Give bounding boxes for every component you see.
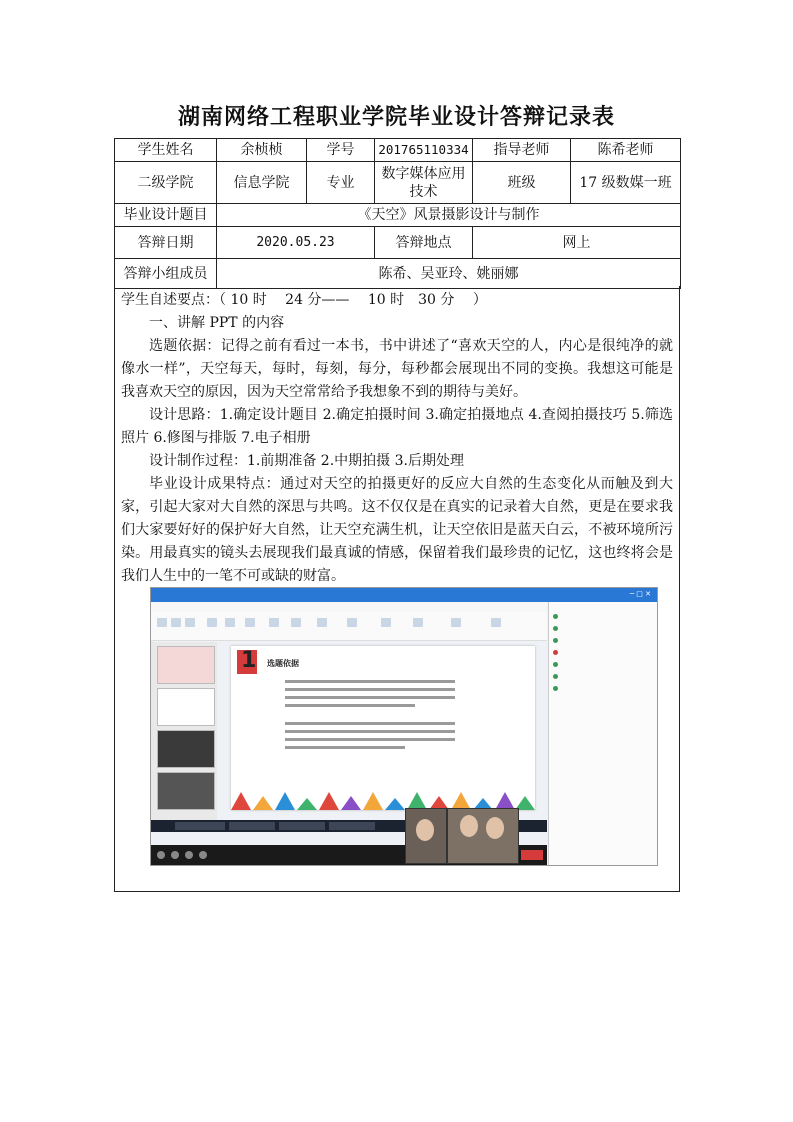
- college-label: 二级学院: [115, 162, 217, 204]
- college-value: 信息学院: [217, 162, 307, 204]
- taskbar-button: [229, 822, 275, 830]
- participant-item: [553, 662, 561, 670]
- student-id-value: 201765110334: [375, 139, 473, 162]
- participant-avatar: [460, 815, 478, 837]
- slide-text-line: [285, 746, 405, 749]
- decor-triangle: [231, 792, 251, 810]
- user-icon: [553, 626, 558, 631]
- paragraph-topic-basis: 选题依据：记得之前有看过一本书，书中讲述了“喜欢天空的人，内心是很纯净的就像水一样”，天空每天，每时，每刻，每分，每秒都会展现出不同的变换。我想这可能是我喜欢天空的原因，因为天空常常给予我想象不到的期待与美好。: [121, 338, 673, 400]
- class-label: 班级: [473, 162, 571, 204]
- user-icon: [553, 662, 558, 667]
- screenshot-ribbon: [151, 612, 547, 641]
- participant-item: [553, 650, 561, 658]
- user-icon: [553, 674, 558, 679]
- share-icon: [185, 851, 193, 859]
- defense-record-table: [114, 138, 681, 289]
- decor-triangle: [275, 792, 295, 810]
- toolbar-icon: [451, 618, 461, 627]
- slide-text-line: [285, 738, 455, 741]
- toolbar-icon: [185, 618, 195, 627]
- paragraph-features: 毕业设计成果特点：通过对天空的拍摄更好的反应大自然的生态变化从而触及到大家，引起大家对大自然的深思与共鸣。这不仅仅是在真实的记录着大自然，更是在要求我们大家要好好的保护好大自然，让天空充满生机，让天空依旧是蓝天白云，不被环境所污染。用最真实的镜头去展现我们最真诚的情感，保留着我们最珍贵的记忆，这也终将会是我们人生中的一笔不可或缺的财富。: [121, 476, 673, 584]
- screenshot-titlebar: [151, 588, 657, 602]
- participant-panel: [548, 602, 658, 865]
- paragraph-process: 设计制作过程：1.前期准备 2.中期拍摄 3.后期处理: [149, 453, 464, 469]
- student-id-label: 学号: [307, 139, 375, 162]
- participant-avatar: [486, 817, 504, 839]
- user-icon: [553, 650, 558, 655]
- slide-text-line: [285, 730, 455, 733]
- slide-text-line: [285, 696, 455, 699]
- decor-triangle: [297, 798, 317, 810]
- decor-triangle: [253, 796, 273, 810]
- slide-thumbnail-panel: [151, 642, 217, 820]
- defense-date-label: 答辩日期: [115, 227, 217, 259]
- major-value: 数字媒体应用技术: [375, 162, 473, 204]
- toolbar-icon: [413, 618, 423, 627]
- toolbar-icon: [347, 618, 357, 627]
- user-icon: [553, 686, 558, 691]
- decor-triangle: [341, 796, 361, 810]
- toolbar-icon: [245, 618, 255, 627]
- slide-number: 1: [241, 648, 257, 673]
- slide-text-line: [285, 688, 455, 691]
- participant-item: [553, 686, 561, 694]
- toolbar-icon: [291, 618, 301, 627]
- toolbar-icon: [225, 618, 235, 627]
- decor-triangle: [363, 792, 383, 810]
- decor-triangle: [385, 798, 405, 810]
- student-statement: [121, 289, 673, 611]
- toolbar-icon: [171, 618, 181, 627]
- topic-value: 《天空》风景摄影设计与制作: [217, 204, 681, 227]
- slide-heading: 选题依据: [267, 659, 299, 668]
- topic-label: 毕业设计题目: [115, 204, 217, 227]
- mic-icon: [157, 851, 165, 859]
- slide-text-line: [285, 704, 415, 707]
- committee-value: 陈希、吴亚玲、姚丽娜: [217, 259, 681, 289]
- participant-item: [553, 674, 561, 682]
- student-name-value: 余桢桢: [217, 139, 307, 162]
- meeting-screenshot: [150, 587, 658, 866]
- video-feed: [447, 808, 519, 864]
- page-title: 湖南网络工程职业学院毕业设计答辩记录表: [177, 105, 615, 130]
- statement-heading: 学生自述要点：（ 10 时 24 分—— 10 时 30 分 ）: [121, 292, 487, 308]
- toolbar-icon: [317, 618, 327, 627]
- class-value: 17 级数媒一班: [571, 162, 681, 204]
- screenshot-menubar: [151, 602, 547, 612]
- participant-item: [553, 614, 561, 622]
- paragraph-design-idea: 设计思路：1.确定设计题目 2.确定拍摄时间 3.确定拍摄地点 4.查阅拍摄技巧 5.筛选照片 6.修图与排版 7.电子相册: [121, 407, 673, 446]
- defense-place-label: 答辩地点: [375, 227, 473, 259]
- decor-triangle: [319, 792, 339, 810]
- advisor-label: 指导老师: [473, 139, 571, 162]
- student-name-label: 学生姓名: [115, 139, 217, 162]
- slide-thumbnail: [157, 688, 215, 726]
- toolbar-icon: [491, 618, 501, 627]
- section-ppt: 一、讲解 PPT 的内容: [149, 315, 285, 331]
- advisor-value: 陈希老师: [571, 139, 681, 162]
- camera-icon: [171, 851, 179, 859]
- video-feed: [405, 808, 447, 864]
- participant-avatar: [416, 819, 434, 841]
- user-icon: [553, 638, 558, 643]
- settings-icon: [199, 851, 207, 859]
- committee-label: 答辩小组成员: [115, 259, 217, 289]
- window-controls-icon: ─ □ ✕: [629, 590, 651, 598]
- slide-thumbnail: [157, 646, 215, 684]
- user-icon: [553, 614, 558, 619]
- slide-text-line: [285, 680, 455, 683]
- slide-thumbnail: [157, 772, 215, 810]
- major-label: 专业: [307, 162, 375, 204]
- slide-text-line: [285, 722, 455, 725]
- participant-item: [553, 626, 561, 634]
- slide-thumbnail: [157, 730, 215, 768]
- participant-item: [553, 638, 561, 646]
- defense-place-value: 网上: [473, 227, 681, 259]
- defense-date-value: 2020.05.23: [217, 227, 375, 259]
- taskbar-button: [279, 822, 325, 830]
- toolbar-icon: [157, 618, 167, 627]
- toolbar-icon: [207, 618, 217, 627]
- current-slide: [231, 646, 535, 810]
- taskbar-button: [175, 822, 225, 830]
- toolbar-icon: [381, 618, 391, 627]
- end-call-button: [521, 850, 543, 860]
- taskbar-button: [329, 822, 375, 830]
- toolbar-icon: [269, 618, 279, 627]
